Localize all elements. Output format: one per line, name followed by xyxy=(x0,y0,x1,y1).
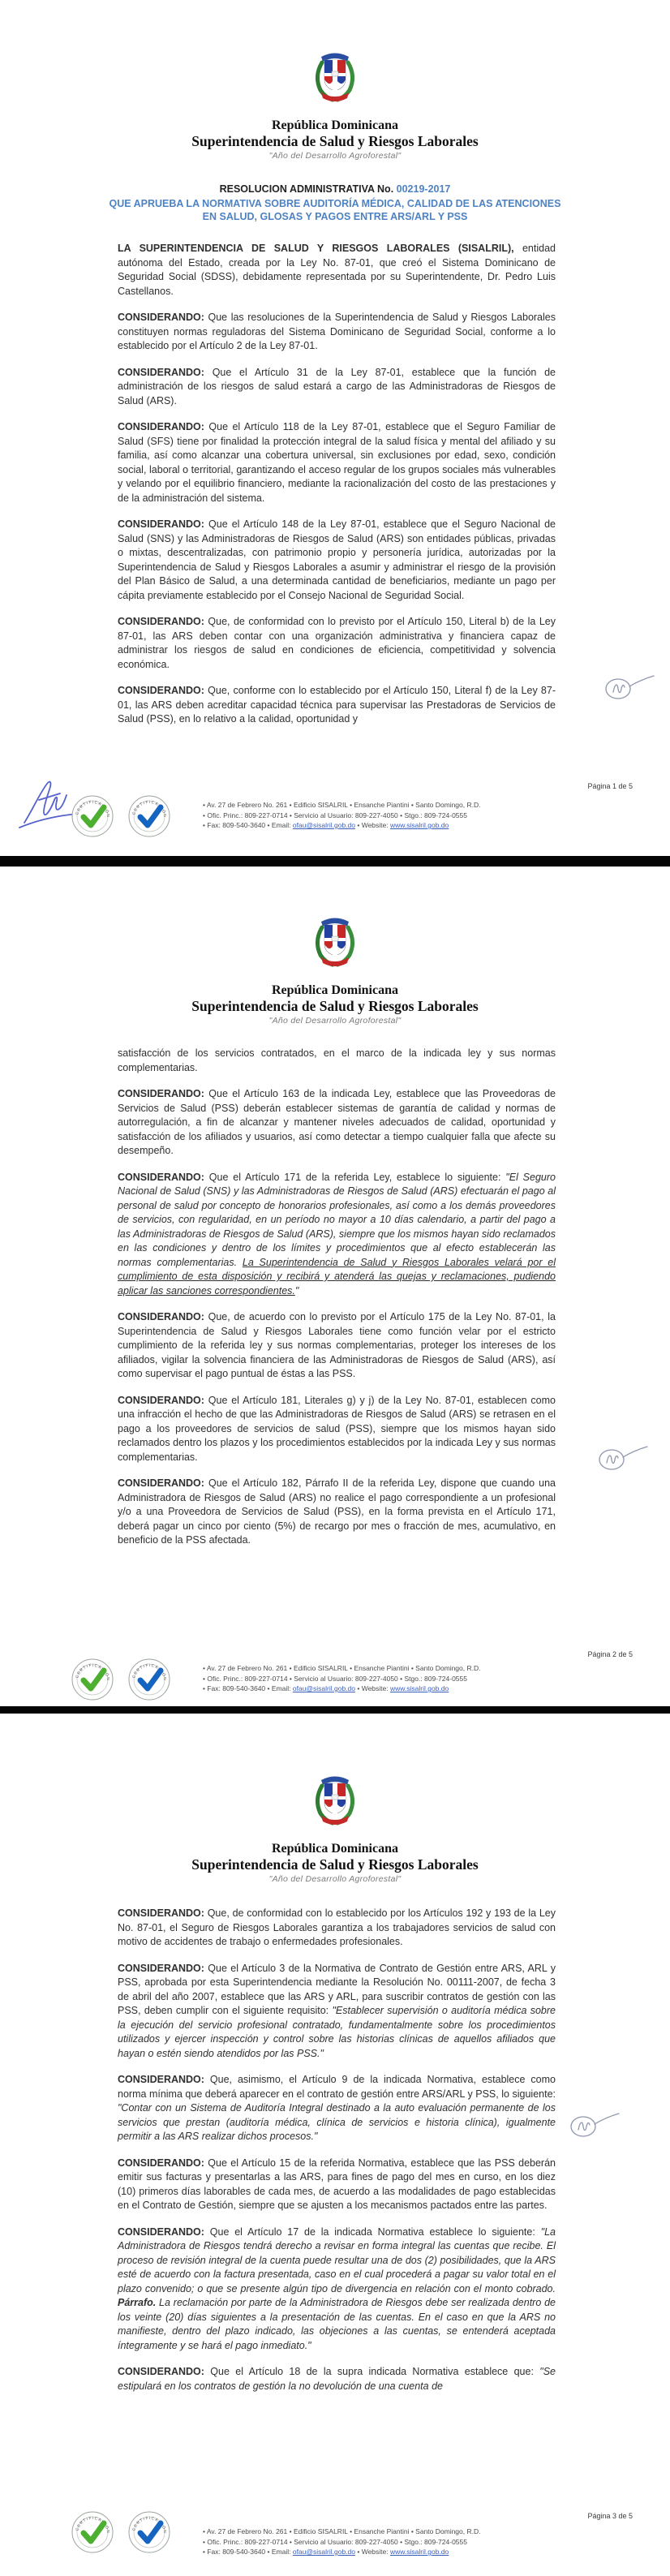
text-segment: CONSIDERANDO: xyxy=(118,616,204,627)
text-segment: "Se estipulará en los contratos de gestión la no devolución de una cuenta de xyxy=(118,2366,556,2392)
text-segment: CONSIDERANDO: xyxy=(118,1171,204,1183)
header-country: República Dominicana xyxy=(271,1842,398,1856)
paragraph xyxy=(118,420,556,505)
page-3-body xyxy=(118,1907,556,2406)
text-segment: CONSIDERANDO: xyxy=(118,312,204,323)
page-2-body xyxy=(118,1047,556,1560)
iso-cert-green-badge-icon xyxy=(70,2509,115,2561)
text-segment: Que, asimismo, el Artículo 9 de la indicada Normativa, establece como norma mínima que deberá aparecer en el contrato de gestión entre ARS/ARL y PSS, lo siguiente: xyxy=(118,2074,556,2100)
reviewer-initials-mark-icon xyxy=(592,1434,651,1486)
footer-fax-label: • Fax: 809-540-3640 • Email: xyxy=(203,821,293,829)
text-segment: Que el Artículo 171 de la referida Ley, establece lo siguiente: xyxy=(204,1171,506,1183)
footer-email-link: ofau@sisalril.gob.do xyxy=(292,1684,355,1692)
footer-fax-label: • Fax: 809-540-3640 • Email: xyxy=(203,1684,293,1692)
paragraph xyxy=(118,1171,556,1299)
iso-cert-green-badge-icon xyxy=(70,1657,115,1706)
header-motto: "Año del Desarrollo Agroforestal" xyxy=(268,1016,402,1026)
footer-address-line2: • Ofic. Princ.: 809-227-0714 • Servicio al Usuario: 809-227-4050 • Stgo.: 809-724-0555 xyxy=(203,1674,467,1683)
paragraph xyxy=(118,1047,556,1075)
certification-badges xyxy=(70,793,172,845)
footer-address xyxy=(203,1663,584,1694)
svg-text:CERTIFICACIÓN: CERTIFICACIÓN xyxy=(75,1663,110,1682)
text-segment: Que el Artículo 182, Párrafo II de la referida Ley, dispone que cuando una Administradora de Riesgos de Salud (ARS) no realice el pago correspondiente a un profesional y/o a una Proveedora de Servicios de Salud (PSS), en la forma prevista en el Artículo 171, deberá pagar un cinco por ciento (5%) de recargo por mes o fracción de mes, acumulativo, en beneficio de la PSS afectada. xyxy=(118,1477,556,1546)
text-segment: " xyxy=(294,1284,299,1297)
svg-text:CERTIFICACIÓN: CERTIFICACIÓN xyxy=(75,2516,110,2535)
svg-text:CERTIFICACIÓN: CERTIFICACIÓN xyxy=(132,800,167,819)
text-segment: CONSIDERANDO: xyxy=(118,685,204,696)
page-3 xyxy=(0,1714,670,2576)
footer-website-label: • Website: xyxy=(355,2548,390,2556)
text-segment: "La Administradora de Riesgos tendrá derecho a revisar en forma integral las cuentas que recibe. El proceso de revisión integral de la cuenta puede resultar una de dos (2) posibilidades, que la ARS esté de acuerdo con la factura presentada, caso en el cual procederá a pagar su valor total en el plazo convenido; o que se presente algún tipo de divergencia en relación con el monto cobrado. xyxy=(118,2226,556,2294)
text-segment: LA SUPERINTENDENCIA DE SALUD Y RIESGOS LABORALES (SISALRIL), xyxy=(118,243,514,254)
header-institution: Superintendencia de Salud y Riesgos Laborales xyxy=(191,998,479,1014)
paragraph xyxy=(118,2157,556,2213)
text-segment: Que, de conformidad con lo previsto por el Artículo 150, Literal b) de la Ley 87-01, las ARS deben contar con una organización administrativa y financiera capaz de administrar los riesgos de salud en condiciones de eficiencia, competitividad y solvencia económica. xyxy=(118,616,556,670)
text-segment: Que el Artículo 18 de la supra indicada Normativa establece que: xyxy=(204,2366,540,2377)
certification-badges xyxy=(70,1657,172,1706)
page-1-body xyxy=(118,242,556,739)
text-segment: Que el Artículo 31 de la Ley 87-01, establece que la función de administración de los riesgos de salud estará a cargo de las Administradoras de Riesgos de Salud (ARS). xyxy=(118,366,556,406)
header-country: República Dominicana xyxy=(271,118,398,132)
paragraph xyxy=(118,615,556,672)
footer-address-line3 xyxy=(203,820,584,831)
header-motto: "Año del Desarrollo Agroforestal" xyxy=(268,151,402,161)
paragraph xyxy=(118,311,556,354)
reviewer-initials-mark-icon xyxy=(599,664,657,715)
text-segment: Que el Artículo 148 de la Ley 87-01, establece que el Seguro Nacional de Salud (SNS) y las Administradoras de Riesgos de Salud (ARS) son entidades públicas, privadas o mixtas, descentralizadas, con patrimonio propio y personería jurídica, autorizadas por la Superintendencia de Salud y Riesgos Laborales a asumir y administrar el riesgo de la provisión del Plan Básico de Salud, a una determinada cantidad de beneficiarios, mediante un pago per cápita previamente establecido por el Consejo Nacional de Seguridad Social. xyxy=(118,518,556,601)
paragraph xyxy=(118,366,556,409)
footer-address-line3 xyxy=(203,2547,584,2557)
text-segment: Que el Artículo 17 de la indicada Normativa establece lo siguiente: xyxy=(204,2226,541,2238)
dominican-coat-of-arms-icon xyxy=(310,1774,360,1834)
paragraph xyxy=(118,1394,556,1465)
text-segment: La reclamación por parte de la Administradora de Riesgos debe ser realizada dentro de los veinte (20) días siguientes a la presentación de las cuentas. En el caso en que la ARS no manifieste, dentro del plazo indicado, las objeciones a las cuentas, se entenderá aceptada íntegramente y se hará el pago inmediato." xyxy=(118,2297,556,2351)
footer-address xyxy=(203,800,584,831)
paragraph xyxy=(118,1962,556,2062)
page-number: Página 2 de 5 xyxy=(587,1650,633,1658)
text-segment: CONSIDERANDO: xyxy=(118,1311,204,1322)
text-segment: CONSIDERANDO: xyxy=(118,2226,204,2238)
text-segment: CONSIDERANDO: xyxy=(118,518,204,530)
header-motto: "Año del Desarrollo Agroforestal" xyxy=(268,1874,402,1884)
dominican-coat-of-arms-icon xyxy=(310,915,360,976)
text-segment: "Establecer supervisión o auditoría médica sobre la ejecución del servicio profesional contratado, fundamentalmente sobre los procedimientos utilizados y ejercer inspección y control sobre las historias clínicas de aquellos afiliados que hayan o estén siendo atendidos por las PSS." xyxy=(118,2005,556,2059)
certification-badges xyxy=(70,2509,172,2561)
text-segment: CONSIDERANDO: xyxy=(118,421,204,432)
footer-website-label: • Website: xyxy=(355,821,390,829)
text-segment: "El Seguro Nacional de Salud (SNS) y las Administradoras de Riesgos de Salud (ARS) efectuarán el pago al personal de salud por concepto de honorarios profesionales, así como a los demás proveedores de servicios, con regularidad, en un período no mayor a 10 días calendario, a partir del pago a las Administradoras de Riesgos de Salud (ARS), siempre que los mismos hayan sido reclamados en las condiciones y dentro de los límites y procedimientos que al efecto establecerán las normas complementarias. xyxy=(118,1171,556,1268)
page-number: Página 1 de 5 xyxy=(587,782,633,790)
header-country: República Dominicana xyxy=(271,983,398,997)
text-segment: CONSIDERANDO: xyxy=(118,2074,204,2085)
text-segment: Que, conforme con lo establecido por el Artículo 150, Literal f) de la Ley 87-01, las ARS deben acreditar capacidad técnica para supervisar las Prestadoras de Servicios de Salud (PSS), en lo relativo a la calidad, oportunidad y xyxy=(118,685,556,725)
footer-fax-label: • Fax: 809-540-3640 • Email: xyxy=(203,2548,293,2556)
footer-website-link: www.sisalril.gob.do xyxy=(389,821,449,829)
paragraph xyxy=(118,2226,556,2354)
text-segment: Que las resoluciones de la Superintendencia de Salud y Riesgos Laborales constituyen normas reguladoras del Sistema Dominicano de Seguridad Social, conforme a lo establecido por el Artículo 2 de la Ley 87-01. xyxy=(118,312,556,351)
text-segment: CONSIDERANDO: xyxy=(118,1477,204,1489)
resolution-number: 00219-2017 xyxy=(396,183,451,195)
paragraph xyxy=(118,1087,556,1159)
footer-address-line2: • Ofic. Princ.: 809-227-0714 • Servicio al Usuario: 809-227-4050 • Stgo.: 809-724-0555 xyxy=(203,811,467,819)
text-segment: satisfacción de los servicios contratados, en el marco de la indicada ley y sus normas complementarias. xyxy=(118,1047,556,1073)
svg-text:CERTIFICACIÓN: CERTIFICACIÓN xyxy=(132,2516,167,2535)
footer-address-line2: • Ofic. Princ.: 809-227-0714 • Servicio al Usuario: 809-227-4050 • Stgo.: 809-724-0555 xyxy=(203,2537,467,2546)
text-segment: "Contar con un Sistema de Auditoría Integral destinado a la auto evaluación permanente de los servicios que prestan (auditoría médica, clínica de servicios e historia clínica), igualmente permitir a las ARS realizar dichos procesos." xyxy=(118,2102,556,2142)
text-segment: entidad autónoma del Estado, creada por la Ley No. 87-01, que creó el Sistema Dominicano de Seguridad Social (SDSS), debidamente representada por su Superintendente, Dr. Pedro Luis Castellanos. xyxy=(118,243,556,297)
footer-website-link: www.sisalril.gob.do xyxy=(389,2548,449,2556)
paragraph xyxy=(118,1310,556,1382)
iso-cert-green-badge-icon xyxy=(70,793,115,845)
footer-address-line3 xyxy=(203,1684,584,1694)
svg-text:CERTIFICACIÓN: CERTIFICACIÓN xyxy=(75,800,110,819)
text-segment: CONSIDERANDO: xyxy=(118,1394,204,1406)
footer-email-link: ofau@sisalril.gob.do xyxy=(292,821,355,829)
text-segment: CONSIDERANDO: xyxy=(118,366,204,378)
text-segment: CONSIDERANDO: xyxy=(118,1907,204,1919)
text-segment: CONSIDERANDO: xyxy=(118,1088,204,1099)
header-institution: Superintendencia de Salud y Riesgos Laborales xyxy=(191,1856,479,1873)
page-1 xyxy=(0,0,670,856)
text-segment: CONSIDERANDO: xyxy=(118,1962,204,1974)
text-segment: Que, de conformidad con lo establecido por los Artículos 192 y 193 de la Ley No. 87-01, el Seguro de Riesgos Laborales garantiza a los trabajadores servicios de salud con motivo de accidentes de trabajo o enfermedades profesionales. xyxy=(118,1907,556,1947)
page-break-bar xyxy=(0,856,670,867)
paragraph xyxy=(118,684,556,727)
svg-text:CERTIFICACIÓN: CERTIFICACIÓN xyxy=(132,1663,167,1682)
resolution-subtitle: QUE APRUEBA LA NORMATIVA SOBRE AUDITORÍA MÉDICA, CALIDAD DE LAS ATENCIONES EN SALUD, GLOSAS Y PAGOS ENTRE ARS/ARL Y PSS xyxy=(109,198,561,222)
text-segment: Que el Artículo 118 de la Ley 87-01, establece que el Seguro Familiar de Salud (SFS) tiene por finalidad la protección integral de la salud física y mental del afiliado y su familia, así como alcanzar una cobertura universal, sin exclusiones por edad, sexo, condición social, laboral o territorial, garantizando el acceso regular de los grupos sociales más vulnerables y velando por el equilibrio financiero, mediante la racionalización del costo de las prestaciones y de la administración del sistema. xyxy=(118,421,556,504)
text-segment: Que el Artículo 163 de la indicada Ley, establece que las Proveedoras de Servicios de Salud (PSS) deberán establecer sistemas de garantía de calidad y normas de autorregulación, a fin de alcanzar y mantener niveles adecuados de calidad, oportunidad y satisfacción de los afiliados y usuarios, así como detectar a tiempo cualquier falla que afecte su desempeño. xyxy=(118,1088,556,1156)
iso-cert-blue-badge-icon xyxy=(127,1657,172,1706)
reviewer-initials-mark-icon xyxy=(564,2101,622,2152)
iso-cert-blue-badge-icon xyxy=(127,793,172,845)
paragraph xyxy=(118,1477,556,1548)
paragraph xyxy=(118,242,556,299)
page-break-bar xyxy=(0,1706,670,1714)
text-segment: Que el Artículo 3 de la Normativa de Contrato de Gestión entre ARS, ARL y PSS, aprobada por esta Superintendencia mediante la Resolución No. 00111-2007, de fecha 3 de abril del año 2007, establece que las ARS y ARL, para suscribir contratos de gestión con las PSS, deben cumplir con el siguiente requisito: xyxy=(118,1962,556,2016)
footer-address-line1: • Av. 27 de Febrero No. 261 • Edificio SISALRIL • Ensanche Piantini • Santo Domingo, R.D. xyxy=(203,801,481,809)
text-segment: Que el Artículo 181, Literales g) y j) de la Ley No. 87-01, establecen como una infracción el hecho de que las Administradoras de Riesgos de Salud (ARS) se retrasen en el pago a los proveedores de servicios de salud (PSS), siempre que los mismos hayan sido reclamados dentro los plazos y los procedimientos establecidos por la indicada Ley y sus normas complementarias. xyxy=(118,1394,556,1463)
dominican-coat-of-arms-icon xyxy=(310,50,360,111)
footer-website-label: • Website: xyxy=(355,1684,390,1692)
text-segment: La Superintendencia de Salud y Riesgos Laborales velará por el cumplimiento de esta disposición y recibirá y atenderá las quejas y reclamaciones, pudiendo aplicar las sanciones correspondientes. xyxy=(118,1256,556,1297)
text-segment: Que el Artículo 15 de la referida Normativa, establece que las PSS deberán emitir sus facturas y presentarlas a las ARS, para fines de pago del mes en curso, en los diez (10) primeros días laborables de cada mes, de acuerdo a las modalidades de pago establecidas en el Contrato de Gestión, siempre que se ajusten a los mecanismos pactados entre las partes. xyxy=(118,2157,556,2211)
text-segment: CONSIDERANDO: xyxy=(118,2366,204,2377)
text-segment: Que, de acuerdo con lo previsto por el Artículo 175 de la Ley No. 87-01, la Superintendencia de Salud y Riesgos Laborales tiene como función velar por el estricto cumplimiento de la referida ley y sus normas complementarias, proteger los intereses de los afiliados, vigilar la solvencia financiera de las Administradoras de Riesgos de Salud (ARS), así como supervisar el pago puntual de éstas a las PSS. xyxy=(118,1311,556,1379)
paragraph xyxy=(118,2073,556,2144)
iso-cert-blue-badge-icon xyxy=(127,2509,172,2561)
footer-address xyxy=(203,2527,584,2557)
footer-address-line1: • Av. 27 de Febrero No. 261 • Edificio SISALRIL • Ensanche Piantini • Santo Domingo, R.D. xyxy=(203,2527,481,2535)
footer-address-line1: • Av. 27 de Febrero No. 261 • Edificio SISALRIL • Ensanche Piantini • Santo Domingo, R.D. xyxy=(203,1664,481,1672)
paragraph xyxy=(118,518,556,603)
paragraph xyxy=(118,1907,556,1950)
footer-website-link: www.sisalril.gob.do xyxy=(389,1684,449,1692)
resolution-title-label: RESOLUCION ADMINISTRATIVA No. xyxy=(219,183,397,195)
page-2 xyxy=(0,867,670,1706)
footer-email-link: ofau@sisalril.gob.do xyxy=(292,2548,355,2556)
text-segment: CONSIDERANDO: xyxy=(118,2157,204,2169)
header-institution: Superintendencia de Salud y Riesgos Laborales xyxy=(191,133,479,149)
resolution-title xyxy=(0,183,670,195)
paragraph xyxy=(118,2365,556,2393)
text-segment: Párrafo. xyxy=(118,2297,157,2308)
page-number: Página 3 de 5 xyxy=(587,2512,633,2520)
